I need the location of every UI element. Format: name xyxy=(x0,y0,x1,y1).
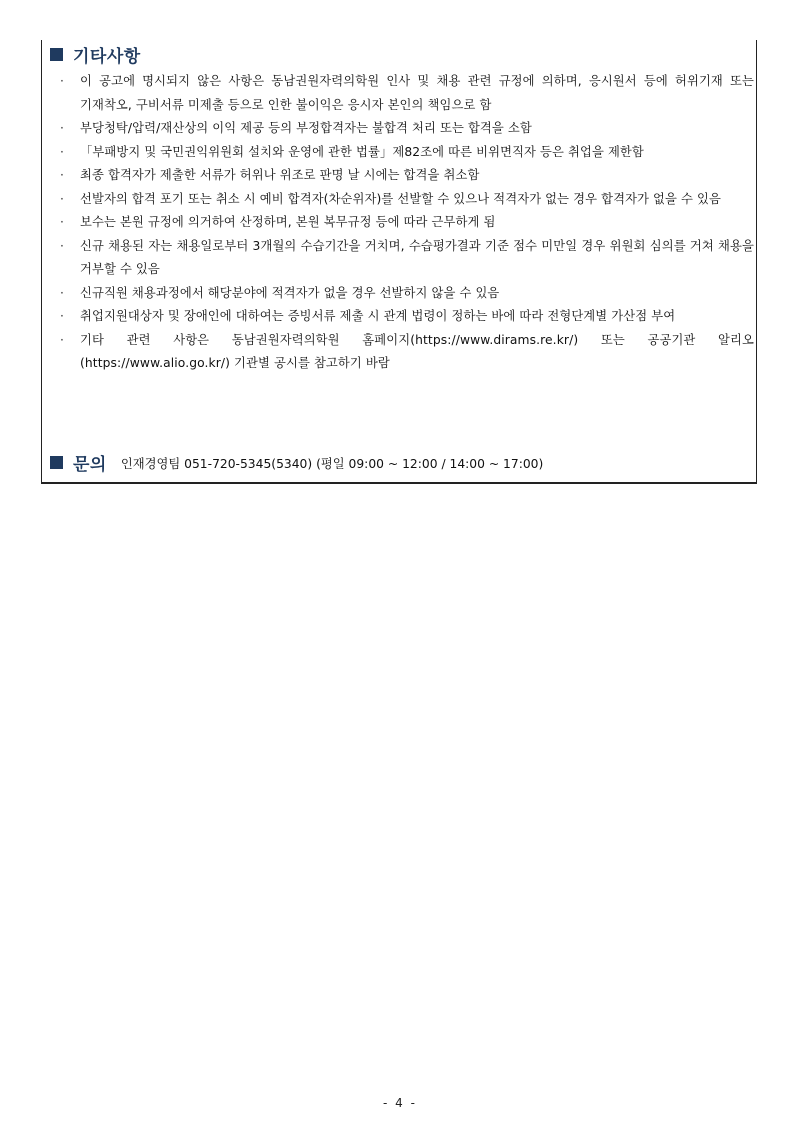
filled-square-icon xyxy=(50,48,63,61)
list-item-text: 보수는 본원 규정에 의거하여 산정하며, 본원 복무규정 등에 따라 근무하게 됨 xyxy=(80,215,496,229)
list-item-text: 신규직원 채용과정에서 해당분야에 적격자가 없을 경우 선발하지 않을 수 있음 xyxy=(80,285,500,300)
list-item-text: 선발자의 합격 포기 또는 취소 시 예비 합격자(차순위자)를 선발할 수 있으나 적격자가 없는 경우 합격자가 없을 수 있음 xyxy=(80,191,721,206)
contact-info: 인재경영팀 051-720-5345(5340) (평일 09:00 ~ 12:00 / 14:00 ~ 17:00) xyxy=(120,456,544,471)
bullet-icon: · xyxy=(60,332,64,347)
list-item-text: 취업지원대상자 및 장애인에 대하여는 증빙서류 제출 시 관계 법령이 정하는 바에 따라 전형단계별 가산점 부여 xyxy=(80,309,676,323)
bullet-icon: · xyxy=(60,121,64,135)
bullet-icon: · xyxy=(60,238,64,253)
bullet-icon: · xyxy=(60,144,64,159)
contact-title: 문의 xyxy=(73,455,107,475)
list-item-text: 이 공고에 명시되지 않은 사항은 동남권원자력의학원 인사 및 채용 관련 규정에 의하며, 응시원서 등에 허위기재 또는 기재착오, 구비서류 미제출 등으로 인한 불이익은 응시자 본인의 책임으로 함 xyxy=(80,74,754,112)
page-number: - 4 - xyxy=(383,1096,417,1110)
bullet-icon: · xyxy=(60,215,64,229)
list-item xyxy=(60,164,754,188)
list-item xyxy=(60,305,754,329)
bullet-icon: · xyxy=(60,191,64,206)
bullet-icon: · xyxy=(60,74,64,88)
bullet-icon: · xyxy=(60,309,64,323)
list-item xyxy=(60,235,754,282)
list-item-text: 최종 합격자가 제출한 서류가 허위나 위조로 판명 날 시에는 합격을 취소함 xyxy=(80,168,480,182)
list-item-text: 기타 관련 사항은 동남권원자력의학원 홈페이지(https://www.dirams.re.kr/) 또는 공공기관 알리오 (https://www.alio.go.kr/) 기관별 공시를 참고하기 바람 xyxy=(80,332,754,370)
list-item xyxy=(60,188,754,212)
filled-square-icon xyxy=(50,456,63,469)
list-item-text: 부당청탁/압력/재산상의 이익 제공 등의 부정합격자는 불합격 처리 또는 합격을 소함 xyxy=(80,121,532,135)
notice-box xyxy=(41,40,757,484)
section-title: 기타사항 xyxy=(73,47,141,67)
list-item xyxy=(60,70,754,117)
list-item xyxy=(60,211,754,235)
list-item-text: 신규 채용된 자는 채용일로부터 3개월의 수습기간을 거치며, 수습평가결과 기준 점수 미만일 경우 위원회 심의를 거쳐 채용을 거부할 수 있음 xyxy=(80,238,754,276)
list-item xyxy=(60,117,754,141)
bullet-icon: · xyxy=(60,168,64,182)
contact-row xyxy=(50,450,543,475)
section-header xyxy=(50,42,141,67)
list-item-text: 「부패방지 및 국민권익위원회 설치와 운영에 관한 법률」제82조에 따른 비위면직자 등은 취업을 제한함 xyxy=(80,144,644,159)
list-item xyxy=(60,141,754,165)
notice-list xyxy=(60,70,754,376)
list-item xyxy=(60,329,754,376)
list-item xyxy=(60,282,754,306)
bullet-icon: · xyxy=(60,285,64,300)
